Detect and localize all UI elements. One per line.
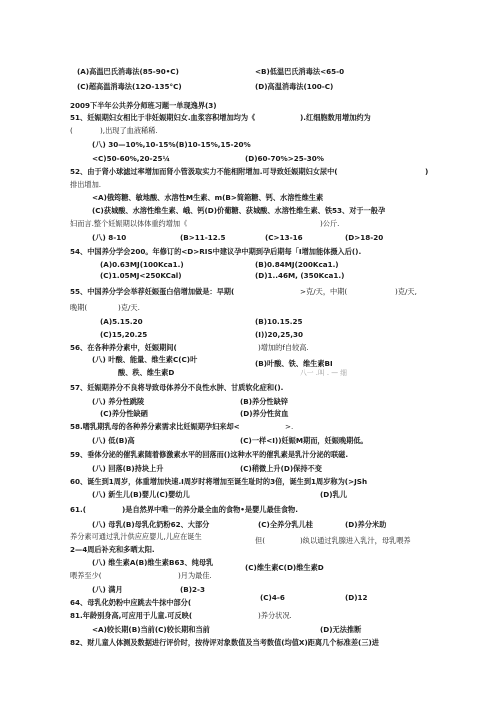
text-line: (A)5.15.20 [100, 317, 143, 326]
text-line: (C)1.05MJ<250KCal) [100, 271, 182, 280]
text-line: ),出现了血液稀稀. [100, 126, 158, 135]
text-line: 酸、秩、维生素D [118, 368, 175, 377]
text-line: (D)无法推断 [320, 625, 362, 634]
text-line: (B)2-3 [180, 585, 206, 594]
text-line: ( [70, 126, 73, 135]
text-line: 56、在各种养分素中，妊娠期间( [70, 343, 177, 352]
text-line: 但( [255, 536, 265, 545]
text-line: (八) 养分性跳陵 [92, 397, 145, 406]
text-line: (D>18-20 [345, 233, 384, 242]
text-line: (C)全养分乳儿桂 [258, 520, 313, 529]
text-line: <A)俄筠糖、敏地酸、水溶性M生素、m(B>简箱糖、钙、水溶性维生素 [92, 193, 324, 202]
text-line: (C)超高温消毒法(12O-135°C) [77, 82, 182, 91]
text-line: )是自然界中唯一的养分最全血的食物•是婴儿最佳食物. [122, 505, 298, 514]
text-line: (D)60-70%>25-30% [245, 154, 324, 163]
text-line: )养分状况. [258, 611, 292, 620]
text-line: (八) 叶酸、能量、维生素C(C)叶 [92, 355, 198, 364]
text-line: )克/天, [395, 287, 417, 296]
text-line: )月为最佳. [178, 571, 212, 580]
text-line: (八) 满月 [92, 585, 123, 594]
text-line: (B)10.15.25 [255, 317, 303, 326]
text-line: (八) 8-10 [92, 233, 127, 242]
text-line: 57、妊娠期养分不良将导致母体养分不良性水肿、甘质软化症和(). [70, 383, 284, 392]
text-line: (B>11-12.5 [180, 233, 226, 242]
text-line: <B)低温巴氏消毒法<65-0 [255, 67, 345, 76]
text-line: 妇而言.整个妊娠期以体体重约增加《 [70, 219, 188, 228]
text-line: >. [285, 422, 294, 431]
text-line: (D)12 [345, 593, 368, 602]
text-line: (D)养分性贫血 [240, 409, 289, 418]
text-line: (D)高温消毒法(100-C) [255, 82, 334, 91]
text-line: 2009下半年公共养分师班习题一单现逸界(3) [70, 101, 217, 110]
text-line: ).红细胞数用增加约为 [300, 113, 371, 122]
text-line: 54、中国养分学会200。年修订的<D>RIS中建议孕中期到孕后期每「I增加能体摄入后(). [70, 247, 362, 256]
text-line: 排出增加. [70, 180, 102, 189]
text-line: (D)乳儿 [320, 490, 347, 499]
text-line: (A)高温巴氏消毒法(85-90•C) [77, 67, 179, 76]
text-line: (B)养分性缺锌 [240, 397, 288, 406]
text-line: )增加的f自较高. [258, 343, 309, 352]
text-line: 64、母乳化奶粉中应跳去牛抹中部分( [70, 598, 192, 607]
text-line: 52、由于肾小球滤过率增加而肾小管汲取实力不能相附增加.可导致妊娠期妇女尿中( [70, 167, 338, 176]
text-line: 55、中国养分学会举荐妊娠蛋白倍增加做是：早期( [70, 287, 235, 296]
text-line: (八) 回落(B)持块上升 [92, 464, 164, 473]
text-line: 58.嗜乳期乳母的各种养分素需求比妊娠期孕妇来却< [70, 422, 240, 431]
text-line: (B)叶酸、铁、维生素BI [255, 359, 333, 368]
text-line: 81.年龄别身高,可应用于儿童.可反映( [70, 611, 193, 620]
text-line: (D)养分米助 [345, 520, 387, 529]
text-line: 61.( [70, 505, 87, 514]
text-line: 2—4周后补充和多晒太阳. [70, 545, 155, 554]
text-line: <C)50-60%,20-25¼ [92, 154, 170, 163]
text-line: (八) 维生素A(B)维生素B63、纯母乳 [92, 558, 214, 567]
text-line: 51、妊娠期妇女相比于非妊娠期妇女.血浆容积增加均为《 [70, 113, 256, 122]
text-line: 82、财儿童人体测及数据进行评价时，按待评对象数值及当考数值(均值X)距离几个标准差(三)进 [70, 638, 379, 647]
text-line: 晚期( [70, 303, 88, 312]
text-line: >克/天，中期( [300, 287, 348, 296]
text-line: (八) 新生儿(B)婴儿(C)婴幼儿 [92, 490, 190, 499]
text-line: ) [425, 167, 429, 176]
text-line: )纨以通过乳腺进入乳汁，母乳喂养 [300, 536, 411, 545]
text-line: 喂养至少( [70, 571, 102, 580]
text-line: (八) 低(B)高 [92, 436, 135, 445]
text-line: (C)获城酸、水溶性维生素、峨、钙(D)价葡糖、获城酸、水溶性维生素、铁53、对于一般孕 [92, 206, 386, 215]
text-line: (C)维生素C(D)维生素D [245, 563, 324, 572]
text-line: (C)一样<I))妊娠M期而，妊娠晚期低。 [240, 436, 368, 445]
text-line: 59、垂体分泌的催乳素随着修激素水平的回落而()这种水平的催乳素是乳汁分泌的联磁. [70, 450, 349, 459]
text-line: )公斤. [320, 219, 340, 228]
text-line: (A)0.63MJ(100Kca1.) [100, 260, 184, 269]
text-line: (I))20,25,30 [255, 330, 303, 339]
text-line: (C>13-16 [265, 233, 303, 242]
faint-text: 八一 .叫 . — 细 [300, 369, 347, 377]
text-line: 60、诞生到1周岁，体重增加快速.I周岁时将增加至诞生耻时的3倍，诞生到1周岁称为(>JSh [70, 477, 368, 486]
text-line: (八) 母乳(B)母乳化奶粉62、大部分 [92, 520, 210, 529]
text-line: (八) 30—10%,10-15%(B)10-15%,15-20% [92, 140, 251, 149]
text-line: (C)15,20.25 [100, 330, 148, 339]
text-line: <A)较长期(B)当前(C)较长期和当前 [92, 625, 210, 634]
text-line: )克/天. [118, 303, 140, 312]
text-line: (C)稍微上升(D)保持不变 [240, 464, 322, 473]
text-line: (C)养分性缺硒 [100, 409, 148, 418]
text-line: (C)4-6 [260, 593, 285, 602]
text-line: 养分素可通过乳汁供应应婴儿,儿应在诞生 [70, 532, 202, 541]
text-line: (D)1..46M, (350Kca1.) [255, 271, 345, 280]
text-line: (B)0.84MJ(200Kca1.) [255, 260, 339, 269]
